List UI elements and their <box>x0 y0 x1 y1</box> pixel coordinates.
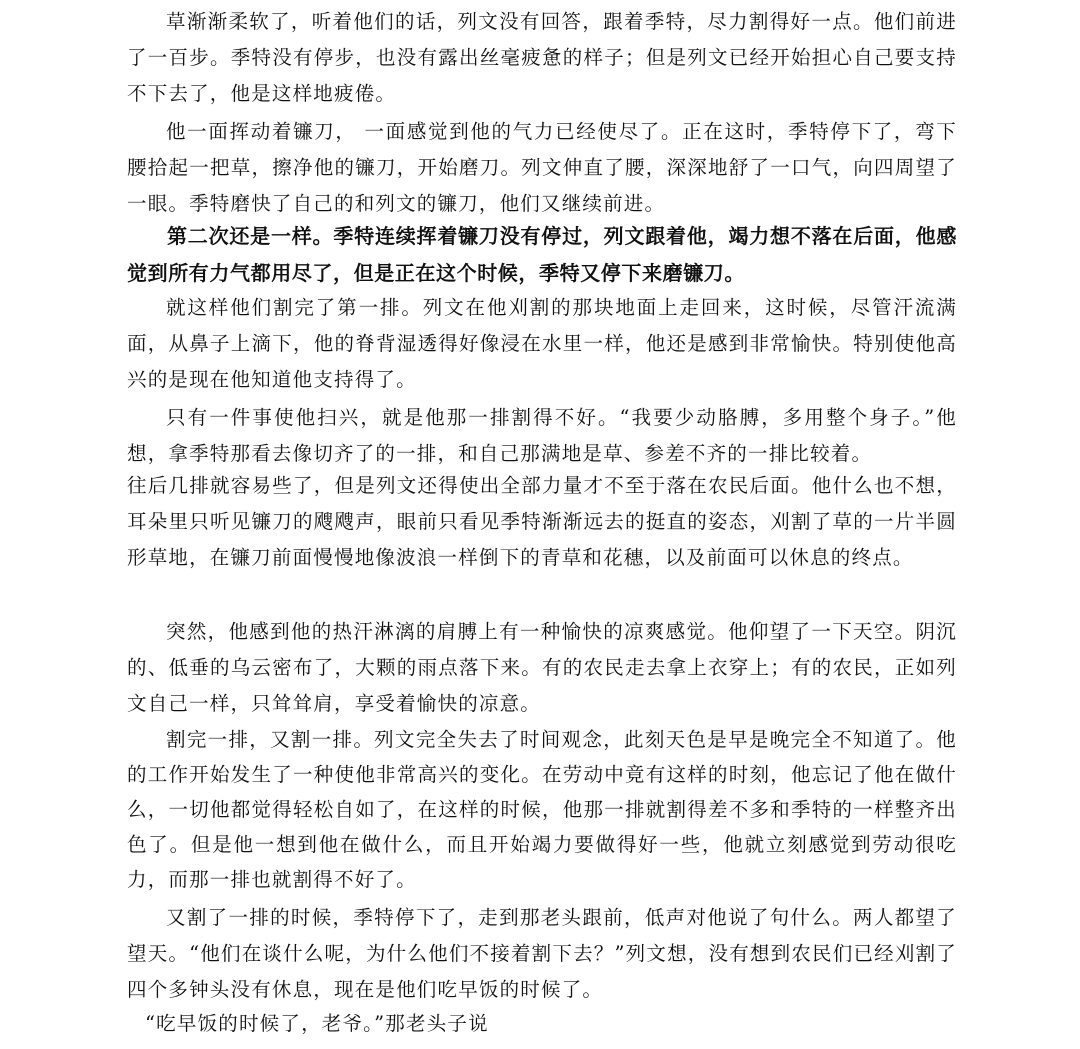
paragraph-10: “吃早饭的时候了，老爷。”那老头子说 <box>145 1012 489 1035</box>
paragraph-4: 就这样他们割完了第一排。列文在他刈割的那块地面上走回来，这时候，尽管汗流满面，从鼻子上滴下，他的脊背湿透得好像浸在水里一样，他还是感到非常愉快。特别使他高兴的是现在他知道他支持得了。 <box>127 296 957 391</box>
paragraph-8: 割完一排，又割一排。列文完全失去了时间观念，此刻天色是早是晚完全不知道了。他的工作开始发生了一种使他非常高兴的变化。在劳动中竟有这样的时刻，他忘记了他在做什么，一切他都觉得轻松自如了，在这样的时候，他那一排就割得差不多和季特的一样整齐出色了。但是他一想到他在做什么，而且开始竭力要做得好一些，他就立刻感觉到劳动很吃力，而那一排也就割得不好了。 <box>127 728 957 891</box>
paragraph-2: 他一面挥动着镰刀， 一面感觉到他的气力已经使尽了。正在这时，季特停下了，弯下腰拾起一把草，擦净他的镰刀，开始磨刀。列文伸直了腰，深深地舒了一口气，向四周望了一眼。季特磨快了自己的和列文的镰刀，他们又继续前进。 <box>127 120 957 215</box>
paragraph-7: 突然，他感到他的热汗淋漓的肩膊上有一种愉快的凉爽感觉。他仰望了一下天空。阴沉的、低垂的乌云密布了，大颗的雨点落下来。有的农民走去拿上衣穿上；有的农民，正如列文自己一样，只耸耸肩，享受着愉快的凉意。 <box>127 620 957 715</box>
paragraph-5: 只有一件事使他扫兴，就是他那一排割得不好。“我要少动胳膊，多用整个身子。”他想，拿季特那看去像切齐了的一排，和自己那满地是草、参差不齐的一排比较着。 <box>127 406 957 465</box>
paragraph-1: 草渐渐柔软了，听着他们的话，列文没有回答，跟着季特，尽力割得好一点。他们前进了一百步。季特没有停步，也没有露出丝毫疲惫的样子；但是列文已经开始担心自己要支持不下去了，他是这样地疲倦。 <box>127 10 957 105</box>
paragraph-9: 又割了一排的时候，季特停下了，走到那老头跟前，低声对他说了句什么。两人都望了望天。“他们在谈什么呢，为什么他们不接着割下去？”列文想，没有想到农民们已经刈割了四个多钟头没有休息，现在是他们吃早饭的时候了。 <box>127 906 957 1001</box>
paragraph-6: 往后几排就容易些了，但是列文还得使出全部力量才不至于落在农民后面。他什么也不想，耳朵里只听见镰刀的飕飕声，眼前只看见季特渐渐远去的挺直的姿态，刈割了草的一片半圆形草地，在镰刀前面慢慢地像波浪一样倒下的青草和花穗，以及前面可以休息的终点。 <box>127 474 957 569</box>
paragraph-3: 第二次还是一样。季特连续挥着镰刀没有停过，列文跟着他，竭力想不落在后面，他感觉到所有力气都用尽了，但是正在这个时候，季特又停下来磨镰刀。 <box>127 224 957 285</box>
